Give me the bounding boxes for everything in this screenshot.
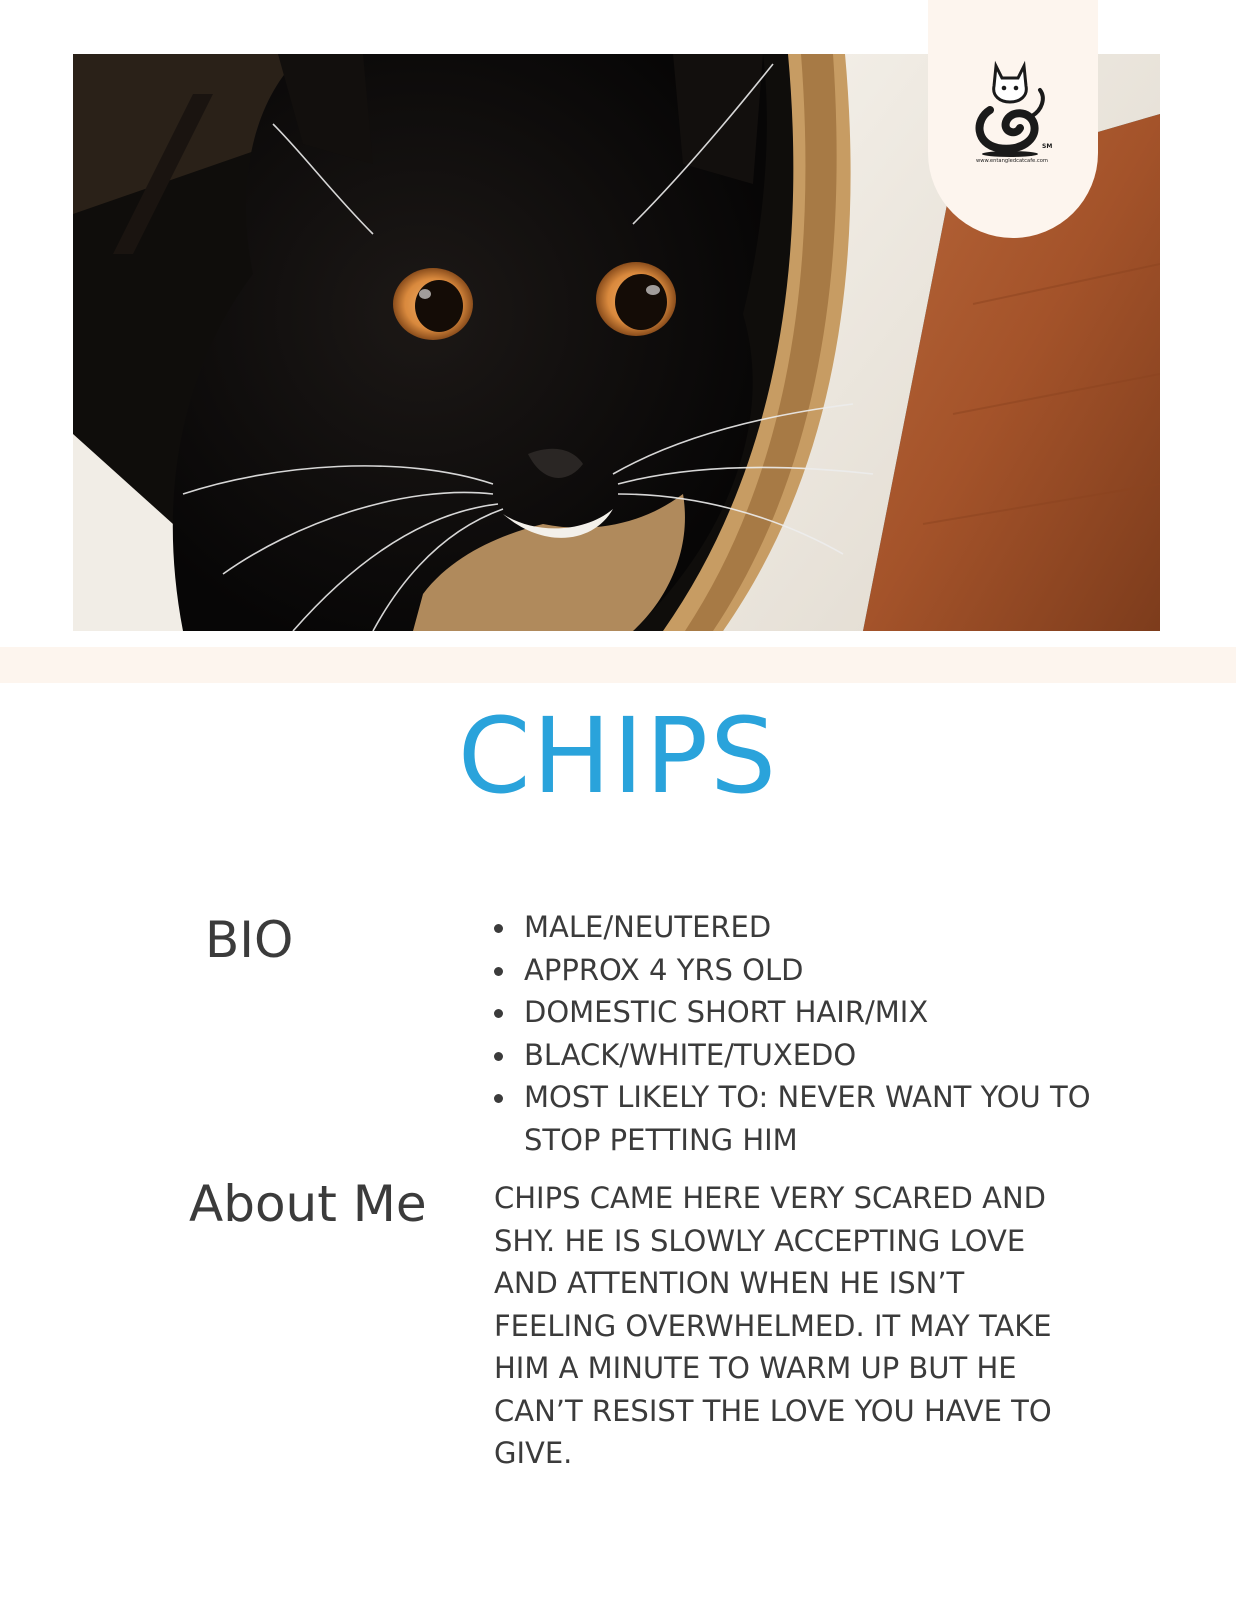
logo-sm-mark: SM: [1042, 143, 1053, 150]
bio-item: MALE/NEUTERED: [494, 906, 1134, 949]
logo-url: www.entangledcatcafe.com: [976, 158, 1048, 164]
about-text: CHIPS CAME HERE VERY SCARED AND SHY. HE IS SLOWLY ACCEPTING LOVE AND ATTENTION WHEN HE ISN’T FEELING OVERWHELMED. IT MAY TAKE HIM A MINUTE TO WARM UP BUT HE CAN’T RESIST THE LOVE YOU HAVE TO GIVE.: [494, 1181, 1052, 1470]
cat-name-title: CHIPS: [457, 695, 779, 817]
bio-item: DOMESTIC SHORT HAIR/MIX: [494, 991, 1134, 1034]
about-label: About Me: [189, 1175, 427, 1233]
divider-band: [0, 647, 1236, 683]
logo-tab: [928, 0, 1098, 238]
cat-cafe-logo: [968, 58, 1058, 168]
bio-item: MOST LIKELY TO: NEVER WANT YOU TO STOP PETTING HIM: [494, 1076, 1134, 1161]
bio-label: BIO: [205, 911, 294, 969]
bio-item: APPROX 4 YRS OLD: [494, 949, 1134, 992]
bio-list: [494, 906, 1134, 1161]
bio-item: BLACK/WHITE/TUXEDO: [494, 1034, 1134, 1077]
